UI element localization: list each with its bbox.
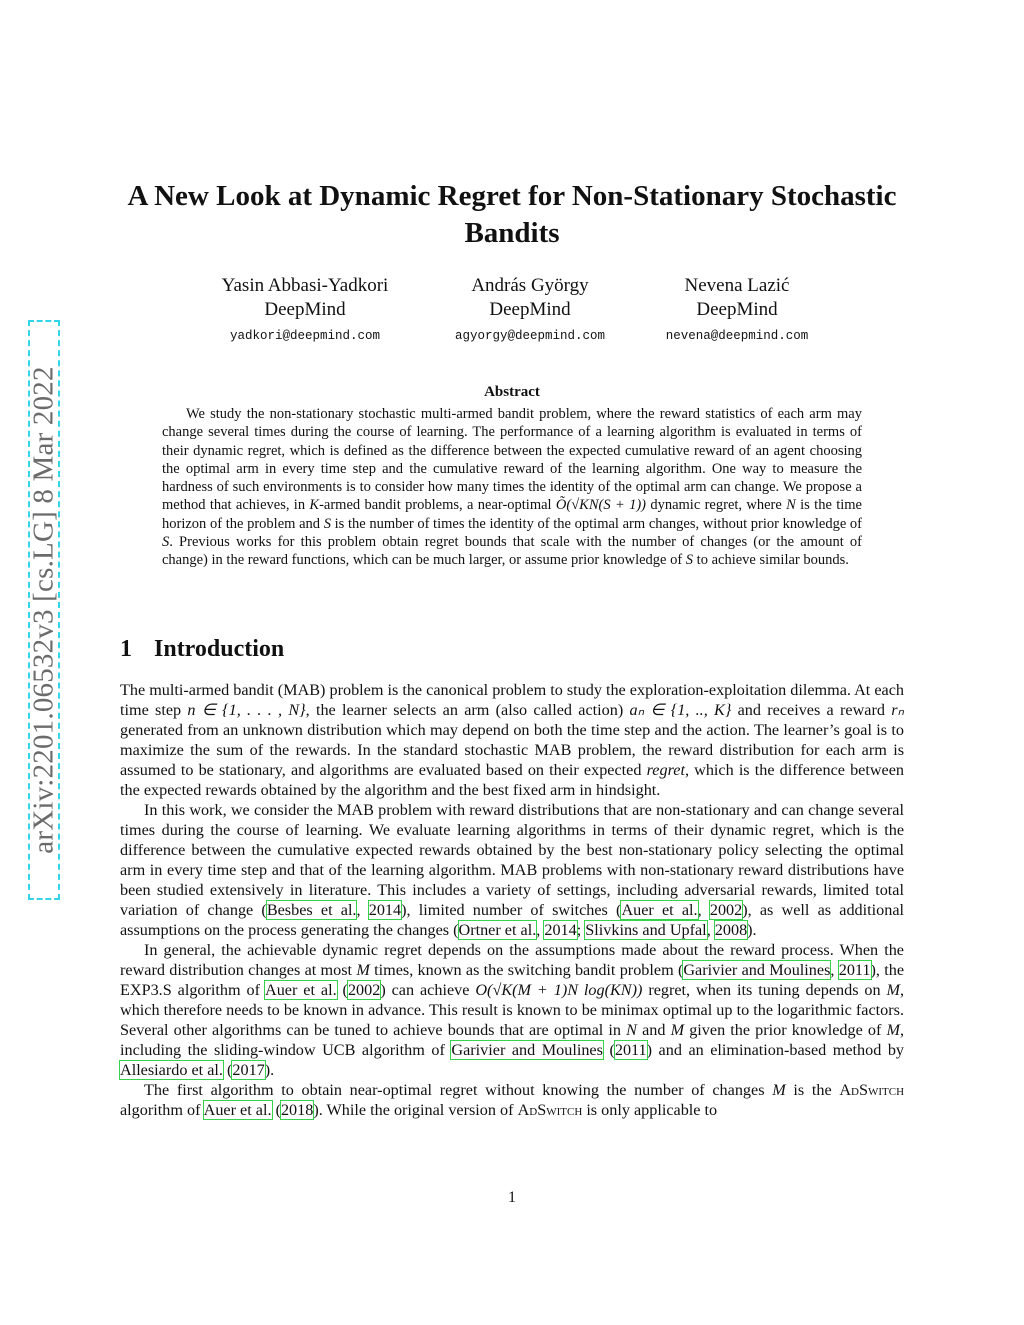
section-title: Introduction: [154, 636, 285, 662]
citation-year-link[interactable]: 2014: [544, 921, 577, 939]
author-1: [195, 274, 415, 350]
paper-title: A New Look at Dynamic Regret for Non-Stationary Stochastic Bandits: [127, 180, 897, 249]
author-affiliation: DeepMind: [264, 299, 346, 320]
paragraph-2: In this work, we consider the MAB problem with reward distributions that are non-stationary and can change several times during the course of learning. We evaluate learning algorithms in terms of their dynamic regret, which is the difference between the cumulative expected rewards obtained by the best non-stationary policy selecting the optimal arm in every time step and that of the learning algorithm. MAB problems with non-stationary reward distributions have been studied extensively in literature. This includes a variety of settings, including adversarial rewards, limited total variation of change (Besbes et al., 2014), limited number of switches (Auer et al., 2002), as well as additional assumptions on the process generating the changes (Ortner et al., 2014; Slivkins and Upfal, 2008).: [120, 801, 904, 939]
author-affiliation: DeepMind: [489, 299, 571, 320]
citation-link[interactable]: Auer et al.: [621, 901, 698, 919]
abstract-heading: Abstract: [484, 384, 540, 400]
citation-link[interactable]: Auer et al.: [265, 981, 337, 999]
citation-link[interactable]: Allesiardo et al.: [120, 1061, 223, 1079]
citation-year-link[interactable]: 2014: [368, 901, 402, 919]
author-email: nevena@deepmind.com: [665, 329, 809, 343]
abstract-text: We study the non-stationary stochastic multi-armed bandit problem, where the reward statistics of each arm may change several times during the course of learning. The performance of a learning algorithm is evaluated in terms of their dynamic regret, which is defined as the difference between the expected cumulative reward of an agent choosing the optimal arm in every time step and the cumulative reward of the learning algorithm. One way to measure the hardness of such environments is to consider how many times the identity of the optimal arm can change. We propose a method that achieves, in K-armed bandit problems, a near-optimal Õ(√KN(S + 1)) dynamic regret, where N is the time horizon of the problem and S is the number of times the identity of the optimal arm changes, without prior knowledge of S. Previous works for this problem obtain regret bounds that scale with the number of changes (or the amount of change) in the reward functions, which can be much larger, or assume prior knowledge of S to achieve similar bounds.: [162, 406, 863, 569]
citation-link[interactable]: Besbes et al.: [266, 901, 357, 919]
paragraph-4: The first algorithm to obtain near-optimal regret without knowing the number of changes M is the AdSwitch algorithm of Auer et al. (2018). While the original version of AdSwitch is only applicable to: [120, 1081, 905, 1119]
citation-link[interactable]: Slivkins and Upfal: [585, 921, 707, 939]
author-name: Nevena Lazić: [684, 275, 790, 296]
citation-link[interactable]: Garivier and Moulines: [683, 961, 831, 979]
paragraph-1: The multi-armed bandit (MAB) problem is the canonical problem to study the exploration-exploitation dilemma. At each time step n ∈ {1, . . . , N}, the learner selects an arm (also called action) aₙ ∈ {1, .., K} and receives a reward rₙ generated from an unknown distribution which may depend on both the time step and the action. The learner’s goal is to maximize the sum of the rewards. In the standard stochastic MAB problem, the reward distribution for each arm is assumed to be stationary, and algorithms are evaluated based on their expected regret, which is the difference between the expected rewards obtained by the algorithm and the best fixed arm in hindsight.: [120, 681, 904, 799]
citation-year-link[interactable]: 2008: [714, 921, 748, 939]
author-name: Yasin Abbasi-Yadkori: [221, 275, 389, 296]
author-name: András György: [471, 275, 589, 296]
author-email: agyorgy@deepmind.com: [454, 329, 606, 343]
author-email: yadkori@deepmind.com: [229, 329, 381, 343]
author-3: [627, 274, 847, 350]
author-2: [420, 274, 640, 350]
citation-link[interactable]: Ortner et al.: [458, 921, 537, 939]
section-number: 1: [120, 636, 132, 662]
paragraph-3: In general, the achievable dynamic regret depends on the assumptions made about the reward process. When the reward distribution changes at most M times, known as the switching bandit problem (Garivier and Moulines, 2011), the EXP3.S algorithm of Auer et al. (2002) can achieve O(√K(M + 1)N log(KN)) regret, when its tuning depends on M, which therefore needs to be known in advance. This result is known to be minimax optimal up to the logarithmic factors. Several other algorithms can be tuned to achieve bounds that are optimal in N and M given the prior knowledge of M, including the sliding-window UCB algorithm of Garivier and Moulines (2011) and an elimination-based method by Allesiardo et al. (2017).: [120, 941, 905, 1079]
citation-year-link[interactable]: 2018: [280, 1101, 314, 1119]
section-heading-introduction: [120, 636, 284, 663]
introduction-body: [120, 680, 904, 1120]
citation-year-link[interactable]: 2002: [347, 981, 381, 999]
citation-link[interactable]: Garivier and Moulines: [451, 1041, 603, 1059]
page-number: 1: [508, 1189, 516, 1206]
citation-year-link[interactable]: 2011: [614, 1041, 647, 1059]
author-affiliation: DeepMind: [696, 299, 778, 320]
citation-year-link[interactable]: 2011: [838, 961, 871, 979]
arxiv-sidebar-stamp[interactable]: [28, 320, 60, 900]
citation-year-link[interactable]: 2017: [232, 1061, 265, 1079]
arxiv-identifier: arXiv:2201.06532v3 [cs.LG] 8 Mar 2022: [27, 366, 60, 854]
citation-year-link[interactable]: 2002: [709, 901, 743, 919]
citation-link[interactable]: Auer et al.: [203, 1101, 272, 1119]
